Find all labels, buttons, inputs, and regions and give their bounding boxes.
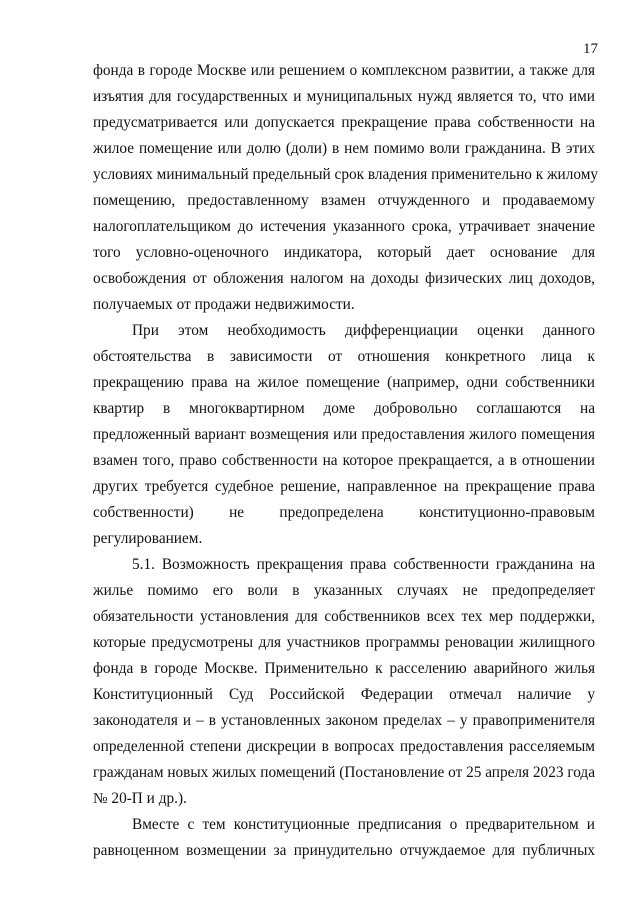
text-line: регулированием. xyxy=(93,530,203,547)
document-body xyxy=(93,58,599,864)
text-line: квартир в многоквартирном доме добровольно соглашаются на xyxy=(93,400,595,417)
text-line: других требуется судебное решение, направленное на прекращение права xyxy=(93,478,595,495)
text-line: собственности) не предопределена конституционно-правовым xyxy=(93,504,595,521)
text-line: освобождения от обложения налогом на доходы физических лиц доходов, xyxy=(93,270,595,287)
text-line: взамен того, право собственности на которое прекращается, а в отношении xyxy=(93,452,595,469)
text-line: гражданам новых жилых помещений (Постановление от 25 апреля 2023 года xyxy=(93,764,596,781)
text-line: предусматривается или допускается прекращение права собственности на xyxy=(93,114,595,131)
text-line: предложенный вариант возмещения или предоставления жилого помещения xyxy=(93,426,595,443)
text-line: жилое помещение или долю (доли) в нем помимо воли гражданина. В этих xyxy=(93,140,595,157)
paragraph xyxy=(93,812,595,864)
text-line: определенной степени дискреции в вопросах предоставления расселяемым xyxy=(93,738,595,755)
paragraph xyxy=(93,552,595,812)
text-line: помещению, предоставленному взамен отчужденного и продаваемому xyxy=(93,192,595,209)
text-line: которые предусмотрены для участников программы реновации жилищного xyxy=(93,634,595,651)
text-line: обстоятельства в зависимости от отношения конкретного лица к xyxy=(93,348,595,365)
text-line: налогоплательщиком до истечения указанного срока, утрачивает значение xyxy=(93,218,595,235)
text-line: фонда в городе Москве или решением о комплексном развитии, а также для xyxy=(93,62,595,79)
text-line: изъятия для государственных и муниципальных нужд является то, что ими xyxy=(93,88,595,105)
paragraph xyxy=(93,318,595,552)
text-line: № 20-П и др.). xyxy=(93,790,187,807)
text-line: законодателя и – в установленных законом пределах – у правоприменителя xyxy=(93,712,595,729)
text-line: 5.1. Возможность прекращения права собственности гражданина на xyxy=(132,556,595,573)
page-number: 17 xyxy=(583,41,598,57)
text-line: того условно-оценочного индикатора, который дает основание для xyxy=(93,244,595,261)
text-line: прекращению права на жилое помещение (например, одни собственники xyxy=(93,374,595,391)
text-line: фонда в городе Москве. Применительно к расселению аварийного жилья xyxy=(93,660,595,677)
text-line: жилье помимо его воли в указанных случаях не предопределяет xyxy=(93,582,595,599)
text-line: Вместе с тем конституционные предписания о предварительном и xyxy=(132,816,595,833)
text-line: При этом необходимость дифференциации оценки данного xyxy=(132,322,595,339)
text-line: равноценном возмещении за принудительно отчуждаемое для публичных xyxy=(93,842,595,859)
text-line: условиях минимальный предельный срок владения применительно к жилому xyxy=(93,166,599,183)
text-line: Конституционный Суд Российской Федерации отмечал наличие у xyxy=(93,686,595,703)
text-line: обязательности установления для собственников всех тех мер поддержки, xyxy=(93,608,595,625)
paragraph xyxy=(93,58,599,318)
text-line: получаемых от продажи недвижимости. xyxy=(93,296,355,313)
